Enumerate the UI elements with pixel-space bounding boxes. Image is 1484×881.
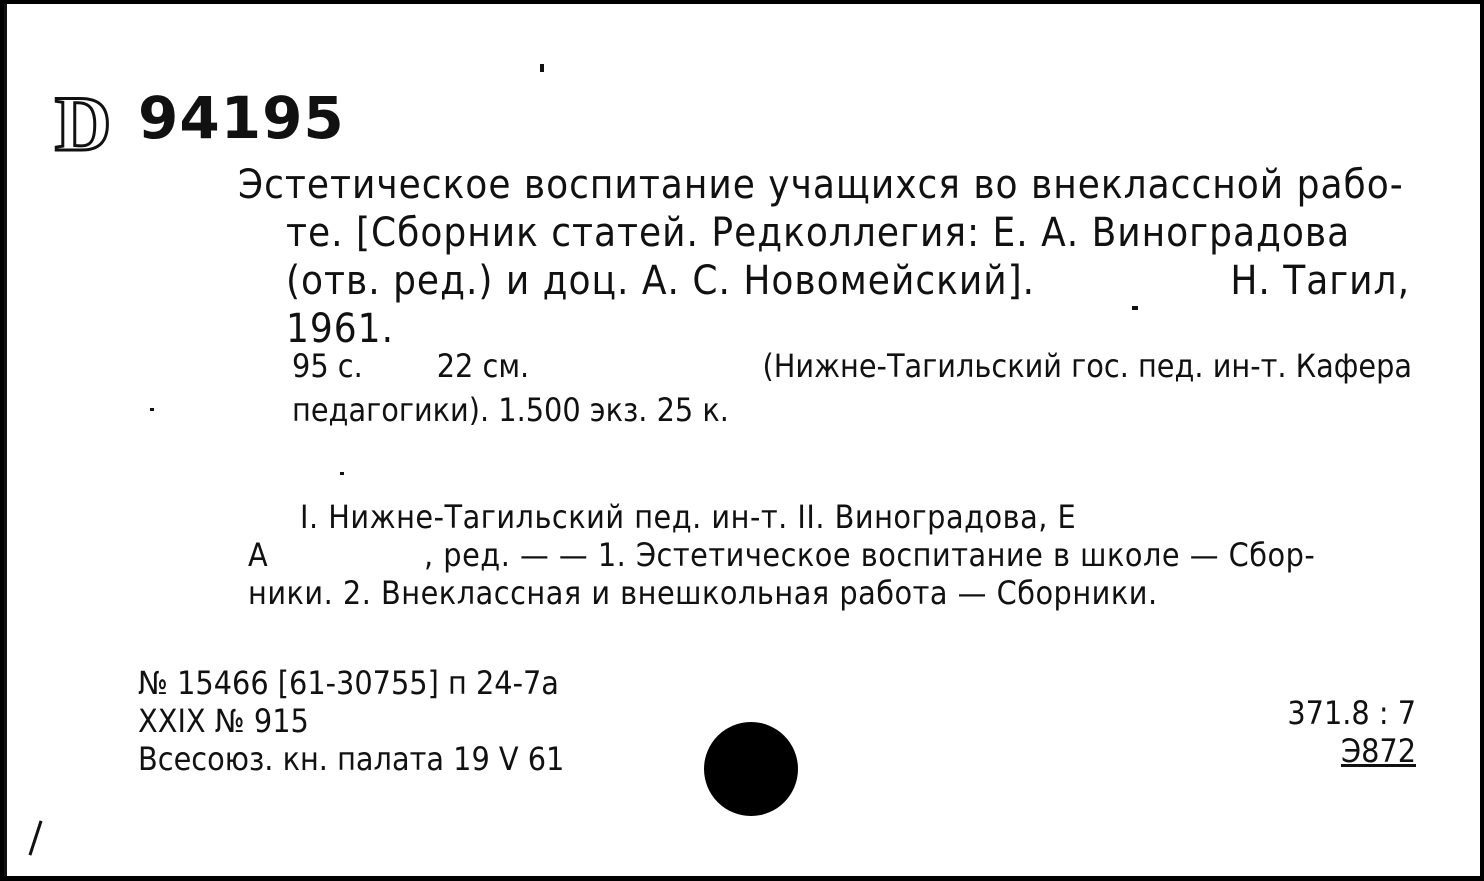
tracing-subjects: , ред. — — 1. Эстетическое воспитание в школе — Сбор- (424, 536, 1316, 574)
title-line-2: те. [Сборник статей. Редколлегия: Е. А. Виноградова (286, 210, 1351, 256)
title-block (238, 161, 1410, 353)
speck-mark (150, 408, 154, 411)
tracing-initial: А (248, 536, 269, 574)
registration-line-2: XXIX № 915 (138, 702, 309, 740)
tracing-line-3: ники. 2. Внеклассная и внешкольная работа — Сборники. (248, 574, 1158, 612)
page-count: 95 с. (292, 347, 363, 385)
call-number: 94195 (138, 84, 345, 152)
pen-mark (29, 820, 43, 855)
collation-line-2: педагогики). 1.500 экз. 25 к. (292, 391, 729, 429)
publication-year: 1961. (286, 306, 394, 352)
tracing-line-1: I. Нижне-Тагильский пед. ин-т. II. Виноградова, Е (300, 498, 1077, 536)
speck-mark (340, 472, 344, 475)
title-editors: (отв. ред.) и доц. А. С. Новомейский]. (286, 258, 1036, 304)
udc-number: 371.8 : 7 (1287, 694, 1416, 732)
tracings-block (248, 498, 1388, 612)
author-mark: Э872 (1340, 732, 1416, 770)
call-letter: D (54, 80, 112, 167)
classification-block (1287, 694, 1416, 770)
catalog-card (4, 4, 1480, 876)
collation-line-1 (292, 344, 1412, 388)
speck-mark (1132, 306, 1138, 310)
speck-mark (540, 64, 544, 72)
book-size: 22 см. (436, 347, 530, 385)
title-line-3 (238, 257, 1410, 305)
publication-place: Н. Тагил, (1230, 258, 1410, 304)
punch-hole (704, 722, 798, 816)
series-note: (Нижне-Тагильский гос. пед. ин-т. Кафера (762, 347, 1412, 385)
registration-block (138, 664, 564, 778)
tracing-line-2 (248, 536, 1388, 574)
collation-block (292, 344, 1412, 432)
registration-line-1: № 15466 [61-30755] п 24-7а (138, 664, 559, 702)
registration-line-3: Всесоюз. кн. палата 19 V 61 (138, 740, 565, 778)
title-line-1: Эстетическое воспитание учащихся во внеклассной рабо- (238, 162, 1404, 208)
